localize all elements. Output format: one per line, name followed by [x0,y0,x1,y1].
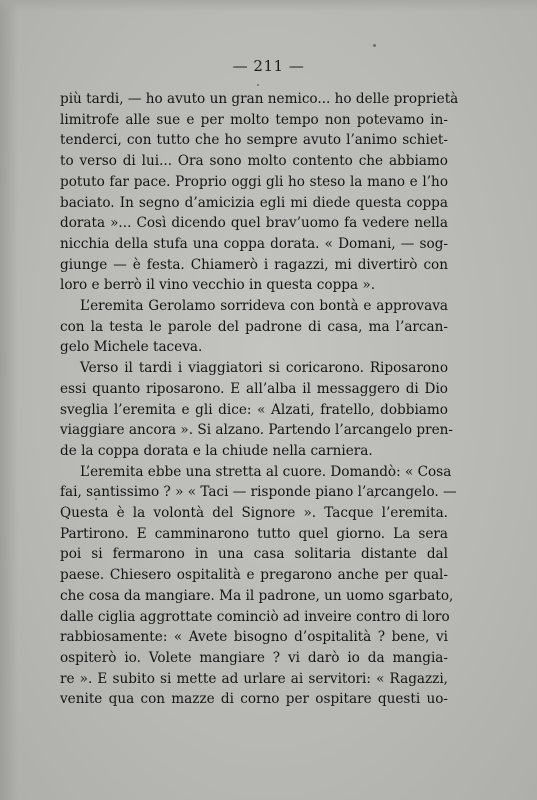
text-line: re ». E subito si mette ad urlare ai servitori: « Ragazzi, [60,670,448,687]
paper-speck [373,44,376,47]
body-text [60,89,459,710]
page-number: — 211 — [232,57,305,75]
text-line: L’eremita Gerolamo sorrideva con bontà e approvava [80,298,448,315]
text-line: L’eremita ebbe una stretta al cuore. Domandò: « Cosa [80,463,452,480]
text-line: Questa è la volontà del Signore ». Tacque l’eremita. [60,505,448,522]
text-line: baciato. In segno d’amicizia egli mi diede questa coppa [60,194,448,211]
text-line: dorata »... Così dicendo quel brav’uomo fa vedere nella [60,215,448,232]
text-line: poi si fermarono in una casa solitaria distante dal [60,546,448,563]
text-line: ospiterò io. Volete mangiare ? vi darò io da mangia- [60,649,448,666]
text-line: dalle ciglia aggrottate cominciò ad inveire contro di loro [60,608,450,625]
text-line: più tardi, — ho avuto un gran nemico... ho delle proprietà [60,91,459,107]
text-line: gelo Michele taceva. [60,339,203,356]
text-line: con la testa le parole del padrone di casa, ma l’arcan- [60,318,448,335]
text-line: giunge — è festa. Chiamerò i ragazzi, mi divertirò con [60,256,448,273]
text-line: de la coppa dorata e la chiude nella carniera. [60,442,373,459]
text-line: paese. Chiesero ospitalità e pregarono anche per qual- [60,567,448,584]
text-line: nicchia della stufa una coppa dorata. « Domani, — sog- [60,235,448,252]
text-line: Partirono. E camminarono tutto quel giorno. La sera [60,525,448,542]
text-line: rabbiosamente: « Avete bisogno d’ospitalità ? bene, vi [60,629,448,646]
text-line: tenderci, con tutto che ho sempre avuto l’animo schiet- [60,132,448,149]
text-line: potuto far pace. Proprio oggi gli ho steso la mano e l’ho [60,173,448,190]
text-line: loro e berrò il vino vecchio in questa coppa ». [60,277,376,294]
text-line: venite qua con mazze di corno per ospitare questi uo- [60,691,448,708]
text-line: che cosa da mangiare. Ma il padrone, un uomo sgarbato, [60,587,454,604]
text-line: fai, santissimo ? » « Taci — risponde piano l’arcangelo. — [60,484,457,501]
page-left-shadow [0,0,18,800]
page-top-shadow [0,0,537,12]
text-line: essi quanto riposarono. E all’alba il messaggero di Dio [60,380,448,397]
text-line: to verso di lui... Ora sono molto contento che abbiamo [60,153,448,170]
text-line: sveglia l’eremita e gli dice: « Alzati, fratello, dobbiamo [60,401,448,418]
text-line: Verso il tardi i viaggiatori si coricarono. Riposarono [80,360,448,377]
text-line: limitrofe alle sue e per molto tempo non potevamo in- [60,111,448,128]
text-line: viaggiare ancora ». Si alzano. Partendo l’arcangelo pren- [60,422,453,439]
paper-speck [257,84,259,86]
